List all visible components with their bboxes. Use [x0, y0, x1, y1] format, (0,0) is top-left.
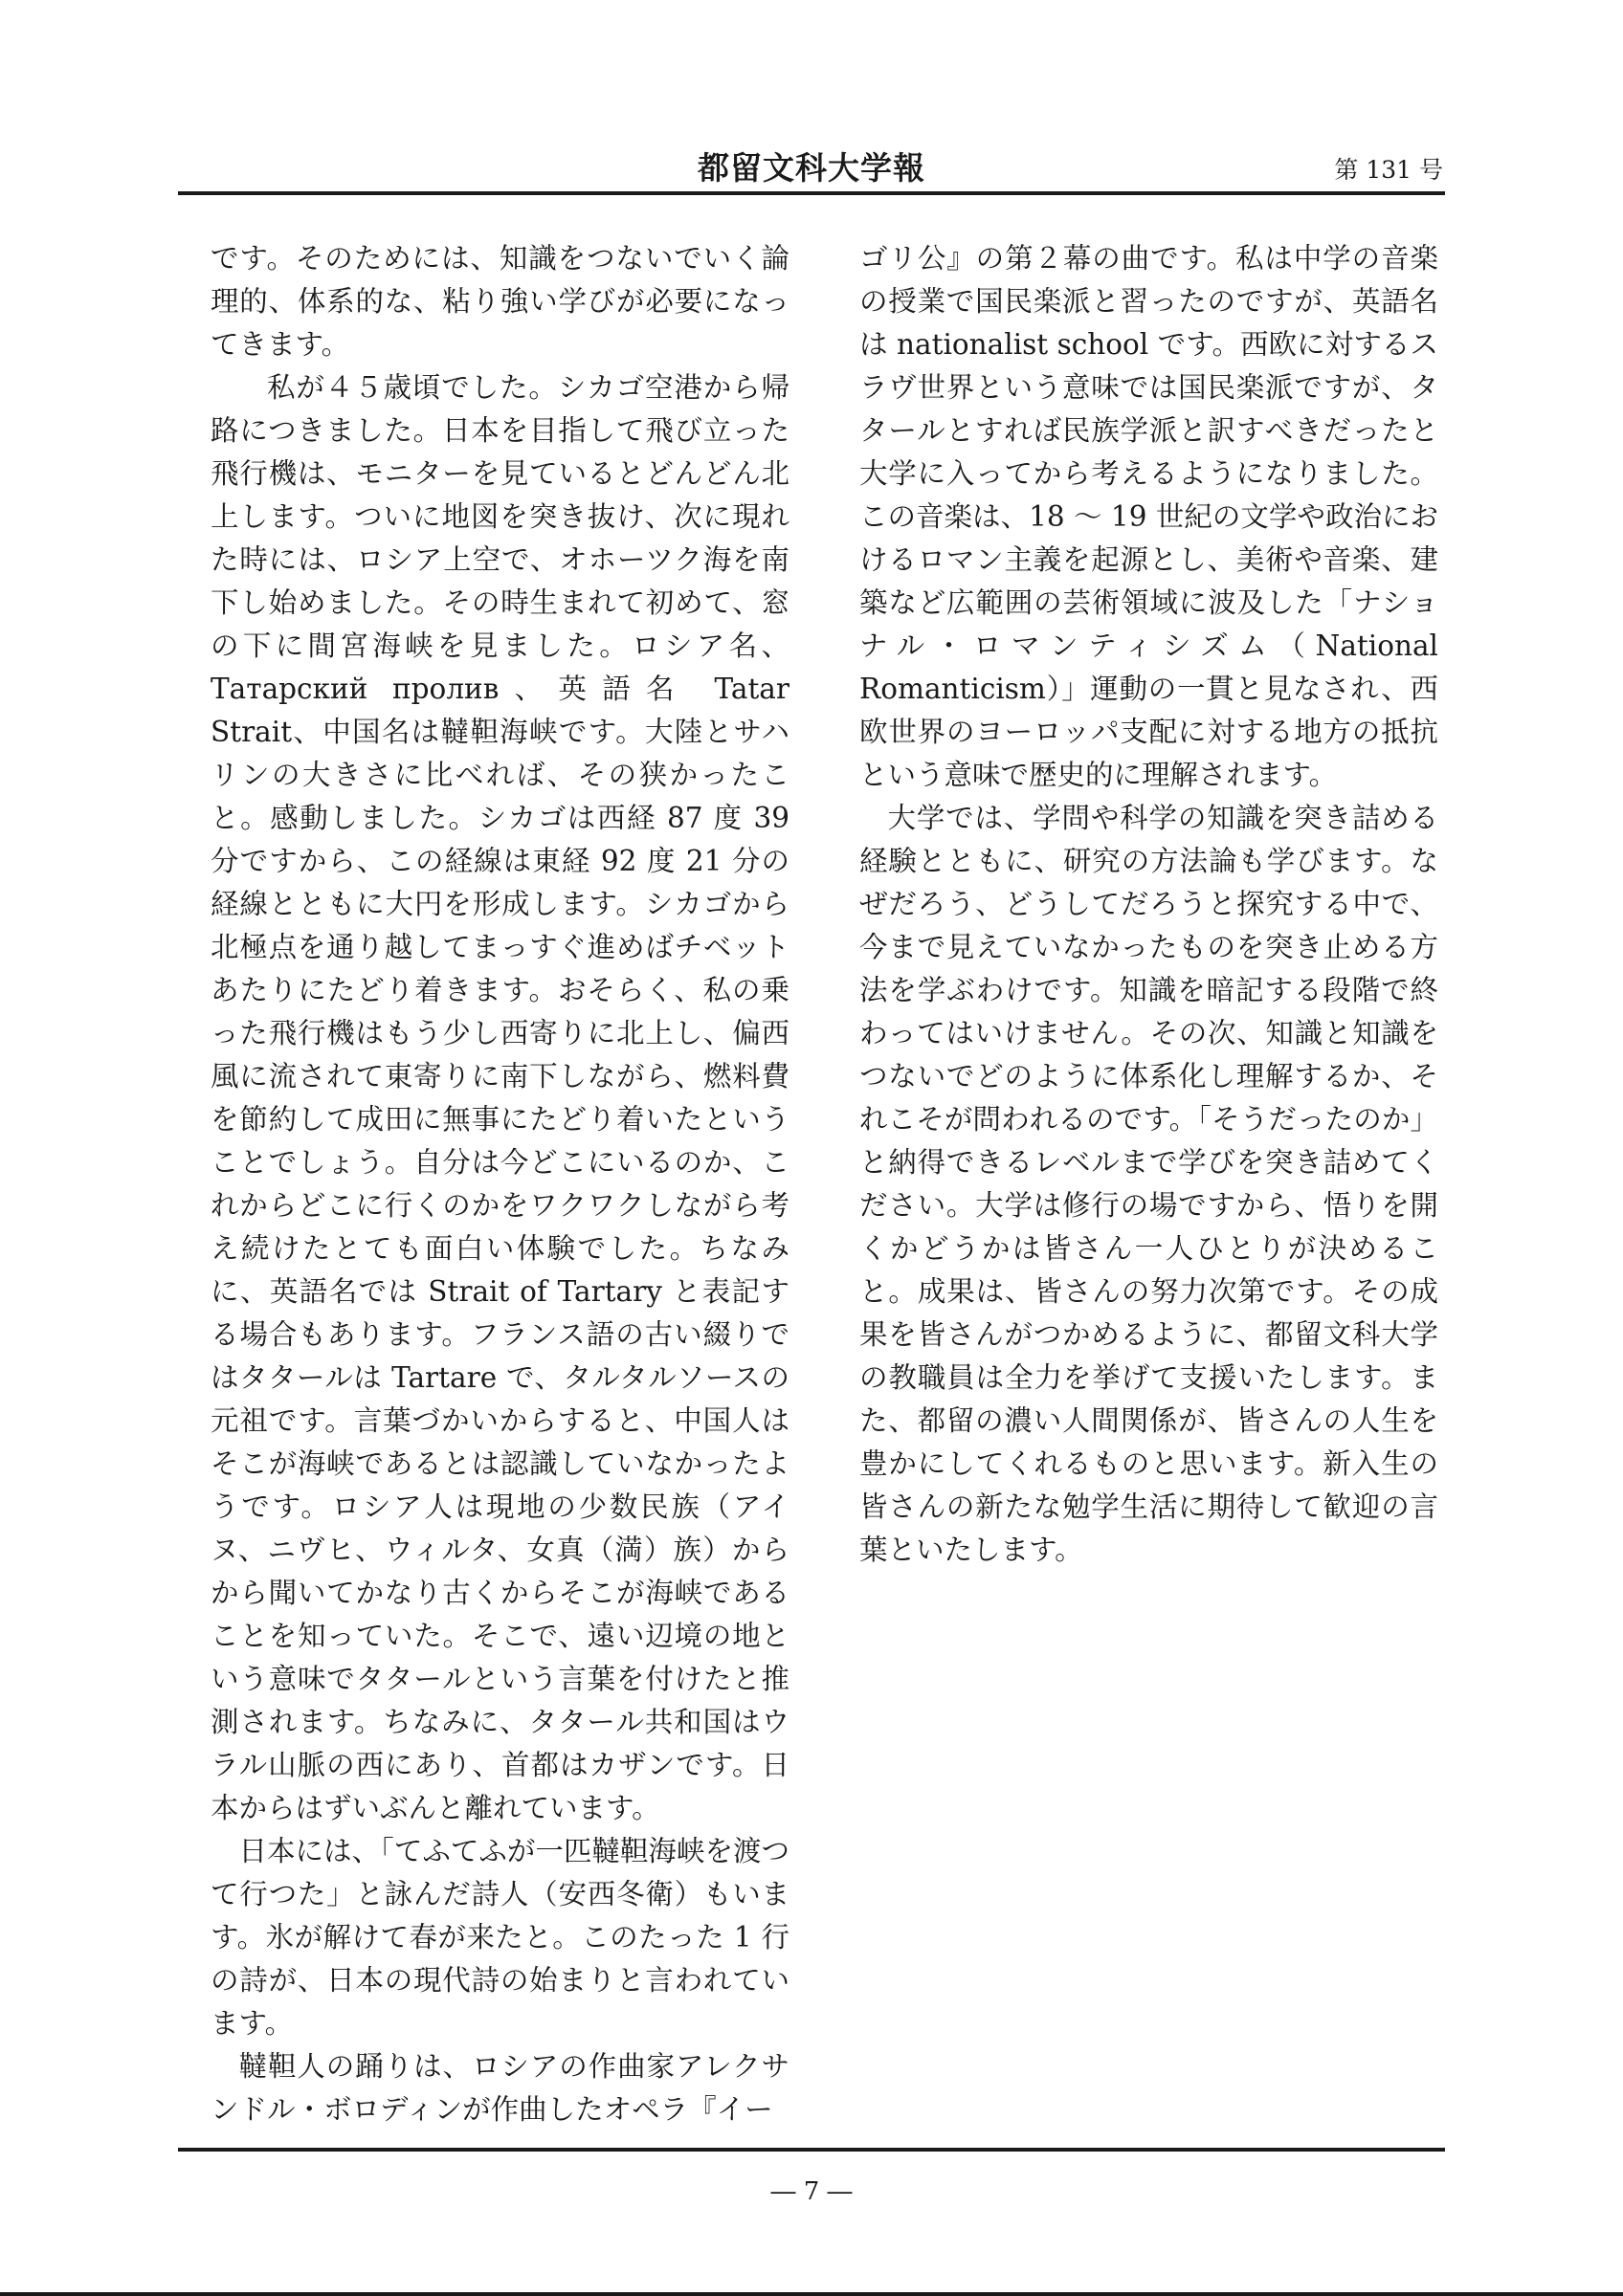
paragraph: 私が４５歳頃でした。シカゴ空港から帰路につきました。日本を目指して飛び立った飛行機は、モニターを見ているとどんどん北上します。ついに地図を突き抜け、次に現れた時には、ロシア上空で、オホーツク海を南下し始めました。その時生まれて初めて、窓の下に間宮海峡を見ました。ロシア名、Татарский пролив、英語名 Tatar Strait、中国名は韃靼海峡です。大陸とサハリンの大きさに比べれば、その狭かったこと。感動しました。シカゴは西経 87 度 39 分ですから、この経線は東経 92 度 21 分の経線とともに大円を形成します。シカゴから北極点を通り越してまっすぐ進めばチベットあたりにたどり着きます。おそらく、私の乗った飛行機はもう少し西寄りに北上し、偏西風に流されて東寄りに南下しながら、燃料費を節約して成田に無事にたどり着いたということでしょう。自分は今どこにいるのか、これからどこに行くのかをワクワクしながら考え続けたとても面白い体験でした。ちなみに、英語名では Strait of Tartary と表記する場合もあります。フランス語の古い綴りではタタールは Tartare で、タルタルソースの元祖です。言葉づかいからすると、中国人はそこが海峡であるとは認識していなかったようです。ロシア人は現地の少数民族（アイヌ、ニヴヒ、ウィルタ、女真（満）族）からから聞いてかなり古くからそこが海峡であることを知っていた。そこで、遠い辺境の地という意味でタタールという言葉を付けたと推測されます。ちなみに、タタール共和国はウラル山脈の西にあり、首都はカザンです。日本からはずいぶんと離れています。	[211, 371, 789, 1824]
footer-rule	[178, 2148, 1445, 2152]
header-rule	[178, 191, 1445, 195]
publication-title: 都留文科大学報	[698, 149, 925, 187]
right-column	[859, 237, 1438, 1572]
paragraph: ゴリ公』の第２幕の曲です。私は中学の音楽の授業で国民楽派と習ったのですが、英語名は nationalist school です。西欧に対するスラヴ世界という意味では国民楽派ですが、タタールとすれば民族学派と訳すべきだったと大学に入ってから考えるようになりました。この音楽は、18 ～ 19 世紀の文学や政治におけるロマン主義を起源とし、美術や音楽、建築など広範囲の芸術領域に波及した「ナショナル・ロマンティシズム（National Romanticism）」運動の一貫と見なされ、西欧世界のヨーロッパ支配に対する地方の抵抗という意味で歴史的に理解されます。	[859, 242, 1438, 791]
paragraph: 大学では、学問や科学の知識を突き詰める経験とともに、研究の方法論も学びます。なぜだろう、どうしてだろうと探究する中で、今まで見えていなかったものを突き止める方法を学ぶわけです。知識を暗記する段階で終わってはいけません。その次、知識と知識をつないでどのように体系化し理解するか、それこそが問われるのです。「そうだったのか」と納得できるレベルまで学びを突き詰めてください。大学は修行の場ですから、悟りを開くかどうかは皆さん一人ひとりが決めること。成果は、皆さんの努力次第です。その成果を皆さんがつかめるように、都留文科大学の教職員は全力を挙げて支援いたします。また、都留の濃い人間関係が、皆さんの人生を豊かにしてくれるものと思います。新入生の皆さんの新たな勉学生活に期待して歓迎の言葉といたします。	[859, 802, 1438, 1566]
paragraph: です。そのためには、知識をつないでいく論理的、体系的な、粘り強い学びが必要になってきます。	[211, 242, 789, 361]
left-column	[211, 237, 789, 2131]
paragraph: 日本には、「てふてふが一匹韃靼海峡を渡つて行つた」と詠んだ詩人（安西冬衛）もいます。氷が解けて春が来たと。このたった 1 行の詩が、日本の現代詩の始まりと言われています。	[211, 1835, 789, 2040]
page-number: ― 7 ―	[770, 2177, 853, 2206]
page-bottom-edge	[0, 2292, 1623, 2296]
issue-number: 第 131 号	[1334, 156, 1443, 184]
paragraph: 韃靼人の踊りは、ロシアの作曲家アレクサンドル・ボロディンが作曲したオペラ『イー	[211, 2050, 789, 2126]
